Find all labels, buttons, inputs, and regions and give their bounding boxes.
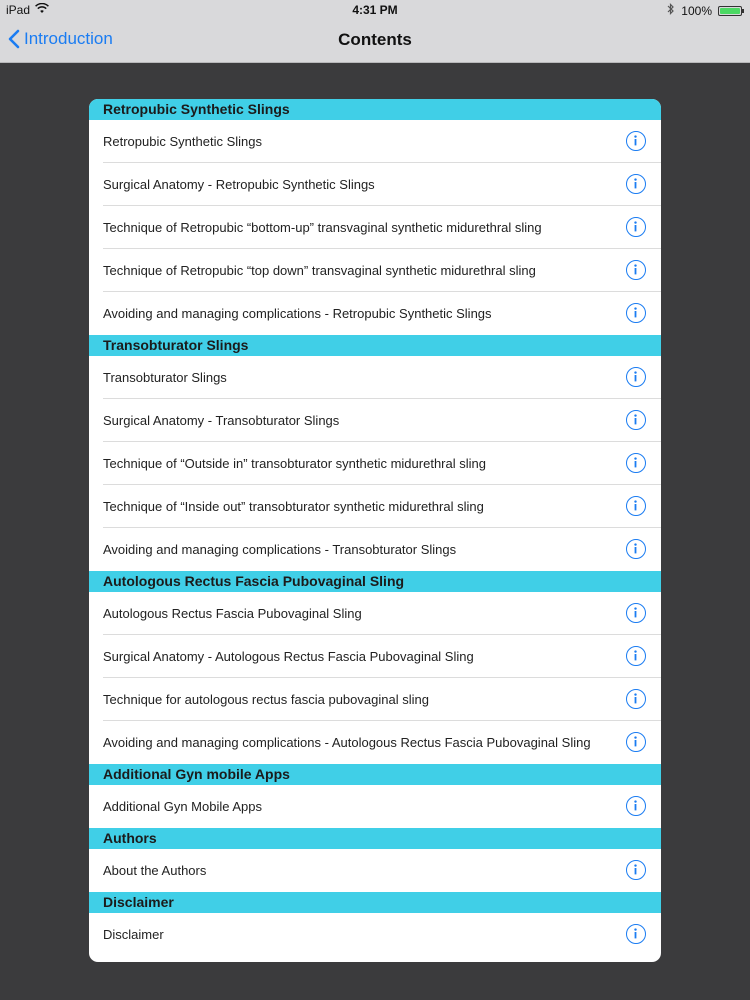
list-item[interactable] <box>89 678 661 721</box>
info-icon[interactable] <box>626 689 646 709</box>
top-bar <box>0 0 750 63</box>
info-icon[interactable] <box>626 924 646 944</box>
info-icon[interactable] <box>626 217 646 237</box>
list-item[interactable] <box>89 399 661 442</box>
list-item[interactable] <box>89 249 661 292</box>
list-item[interactable] <box>89 163 661 206</box>
device-label: iPad <box>6 3 31 17</box>
list-item-label: Retropubic Synthetic Slings <box>103 134 262 149</box>
list-item[interactable] <box>89 913 661 956</box>
list-item-label: Technique of “Inside out” transobturator synthetic midurethral sling <box>103 499 484 514</box>
list-item-label: Surgical Anatomy - Autologous Rectus Fascia Pubovaginal Sling <box>103 649 474 664</box>
battery-percent: 100% <box>681 3 712 18</box>
info-icon[interactable] <box>626 303 646 323</box>
info-icon[interactable] <box>626 174 646 194</box>
list-item[interactable] <box>89 206 661 249</box>
list-item[interactable] <box>89 592 661 635</box>
list-item-label: Technique of Retropubic “bottom-up” transvaginal synthetic midurethral sling <box>103 220 542 235</box>
list-item[interactable] <box>89 120 661 163</box>
info-icon[interactable] <box>626 410 646 430</box>
list-item[interactable] <box>89 528 661 571</box>
info-icon[interactable] <box>626 796 646 816</box>
list-item-label: Disclaimer <box>103 927 164 942</box>
list-item[interactable] <box>89 292 661 335</box>
list-item-label: Additional Gyn Mobile Apps <box>103 799 262 814</box>
info-icon[interactable] <box>626 539 646 559</box>
section-header: Autologous Rectus Fascia Pubovaginal Sling <box>89 571 661 592</box>
section-header: Authors <box>89 828 661 849</box>
list-item-label: About the Authors <box>103 863 207 878</box>
back-button-label: Introduction <box>24 29 113 48</box>
list-item[interactable] <box>89 785 661 828</box>
info-icon[interactable] <box>626 603 646 623</box>
info-icon[interactable] <box>626 496 646 516</box>
list-item[interactable] <box>89 635 661 678</box>
list-item-label: Avoiding and managing complications - Transobturator Slings <box>103 542 457 557</box>
list-item-label: Technique of “Outside in” transobturator synthetic midurethral sling <box>103 456 486 471</box>
info-icon[interactable] <box>626 860 646 880</box>
section-header: Transobturator Slings <box>89 335 661 356</box>
navigation-bar <box>0 20 750 62</box>
contents-table <box>89 99 661 962</box>
list-item[interactable] <box>89 849 661 892</box>
page-title: Contents <box>338 30 412 49</box>
list-item-label: Transobturator Slings <box>103 370 227 385</box>
list-item[interactable] <box>89 442 661 485</box>
list-item[interactable] <box>89 721 661 764</box>
status-time: 4:31 PM <box>352 3 398 17</box>
bluetooth-icon <box>667 3 675 18</box>
list-item-label: Avoiding and managing complications - Retropubic Synthetic Slings <box>103 306 492 321</box>
list-item-label: Surgical Anatomy - Transobturator Slings <box>103 413 340 428</box>
list-item-label: Technique of Retropubic “top down” transvaginal synthetic midurethral sling <box>103 263 536 278</box>
info-icon[interactable] <box>626 131 646 151</box>
info-icon[interactable] <box>626 260 646 280</box>
list-item-label: Technique for autologous rectus fascia pubovaginal sling <box>103 692 429 707</box>
section-header: Retropubic Synthetic Slings <box>89 99 661 120</box>
status-bar <box>0 0 750 20</box>
section-header: Disclaimer <box>89 892 661 913</box>
battery-icon <box>718 6 742 16</box>
list-item-label: Avoiding and managing complications - Autologous Rectus Fascia Pubovaginal Sling <box>103 735 591 750</box>
list-item[interactable] <box>89 485 661 528</box>
info-icon[interactable] <box>626 732 646 752</box>
info-icon[interactable] <box>626 367 646 387</box>
list-item-label: Surgical Anatomy - Retropubic Synthetic Slings <box>103 177 375 192</box>
list-item-label: Autologous Rectus Fascia Pubovaginal Sling <box>103 606 362 621</box>
section-header: Additional Gyn mobile Apps <box>89 764 661 785</box>
list-item[interactable] <box>89 356 661 399</box>
info-icon[interactable] <box>626 453 646 473</box>
info-icon[interactable] <box>626 646 646 666</box>
